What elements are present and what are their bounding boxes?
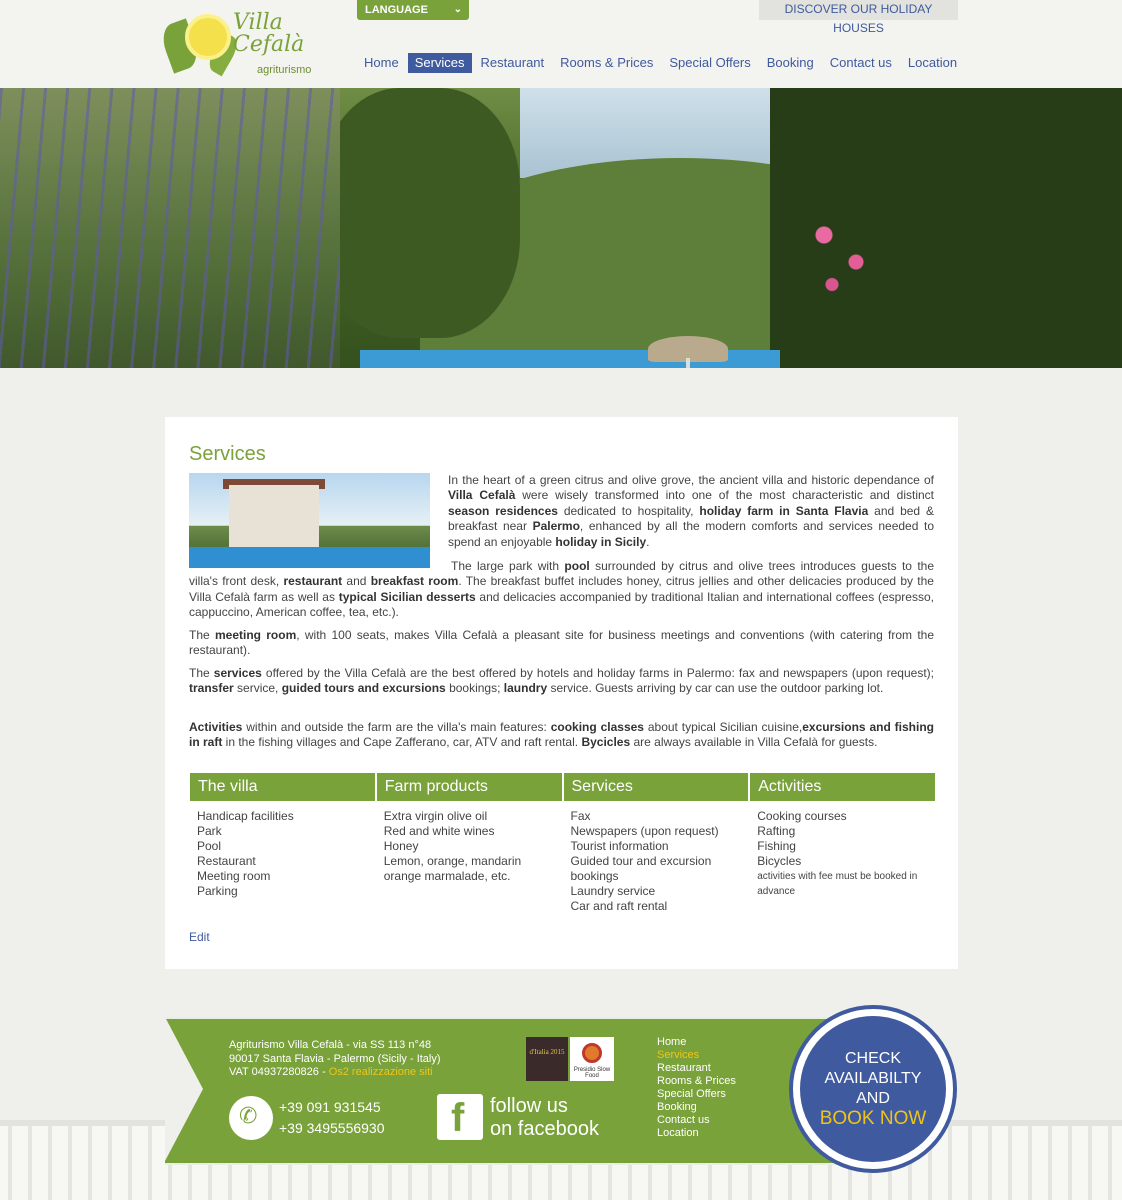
- facebook-icon[interactable]: f: [437, 1094, 483, 1140]
- cta-line: CHECK: [844, 1050, 901, 1067]
- logo-title: Villa Cefalà: [233, 10, 305, 57]
- list-item: Parking: [197, 884, 238, 898]
- language-label: LANGUAGE: [365, 4, 428, 16]
- site-logo[interactable]: [165, 8, 315, 78]
- footer-nav-restaurant[interactable]: Restaurant: [657, 1062, 711, 1074]
- footer-address: [229, 1039, 441, 1080]
- nav-special-offers[interactable]: Special Offers: [669, 55, 751, 70]
- list-item: Extra virgin olive oil: [383, 809, 488, 823]
- footer-nav-booking[interactable]: Booking: [657, 1101, 697, 1113]
- address-line: Agriturismo Villa Cefalà - via SS 113 n°48: [229, 1039, 432, 1051]
- activities-note: activities with fee must be booked in advance: [757, 871, 918, 897]
- column-list: [377, 801, 562, 884]
- list-item: Car and raft rental: [570, 899, 668, 913]
- column-activities: [750, 773, 935, 914]
- column-services: [564, 773, 749, 914]
- hero-lavender: [0, 88, 340, 368]
- cta-book-now: BOOK NOW: [819, 1108, 927, 1129]
- park-paragraph: The large park with pool surrounded by citrus and olive trees introduces guests to the villa's front desk, restaurant and breakfast room. The breakfast buffet includes honey, citrus jellies and other delicacies produced by the Villa Cefalà farm as well as typical Sicilian desserts and delicacies accompanied by traditional Italian and international coffees (espresso, cappuccino, American coffee, tea, etc.).: [189, 559, 934, 620]
- chevron-down-icon: ⌄: [453, 4, 462, 15]
- hero-umbrella-pole: [686, 358, 690, 368]
- column-list: [190, 801, 375, 899]
- list-item: Handicap facilities: [197, 809, 294, 823]
- footer-nav: [657, 1036, 736, 1140]
- nav-contact-us[interactable]: Contact us: [829, 55, 892, 70]
- column-heading: Services: [564, 773, 749, 801]
- phone-number[interactable]: +39 091 931545: [279, 1099, 381, 1115]
- nav-location[interactable]: Location: [907, 55, 958, 70]
- column-list: [750, 801, 935, 899]
- nav-restaurant[interactable]: Restaurant: [480, 55, 545, 70]
- activities-paragraph: Activities within and outside the farm are the villa's main features: cooking classes about typical Sicilian cuisine,excursions and fishing in raft in the fishing villages and Cape Zafferano, car, ATV and raft rental. Bycicles are always available in Villa Cefalà for guests.: [189, 720, 934, 750]
- list-item: Cooking courses: [757, 809, 847, 823]
- footer-nav-rooms-prices[interactable]: Rooms & Prices: [657, 1075, 736, 1087]
- footer-nav-special-offers[interactable]: Special Offers: [657, 1088, 726, 1100]
- edit-link[interactable]: Edit: [189, 930, 210, 944]
- phone-icon: ✆: [229, 1096, 273, 1140]
- lemon-icon: [185, 14, 231, 60]
- list-item: Fax: [570, 809, 591, 823]
- list-item: Pool: [197, 839, 222, 853]
- footer-nav-services[interactable]: Services: [657, 1049, 700, 1061]
- intro-paragraph: In the heart of a green citrus and olive grove, the ancient villa and historic dependance of Villa Cefalà were wisely transformed into one of the most characteristic and distinct season residences dedicated to hospitality, holiday farm in Santa Flavia and bed & breakfast near Palermo, enhanced by all the modern comforts and services needed to spend an enjoyable holiday in Sicily.: [448, 473, 935, 549]
- list-item: Tourist information: [570, 839, 669, 853]
- nav-home[interactable]: Home: [364, 55, 399, 70]
- content-card: [165, 417, 958, 969]
- page-title: Services: [189, 443, 266, 465]
- column-farm-products: [377, 773, 562, 914]
- footer-nav-location[interactable]: Location: [657, 1127, 699, 1139]
- nav-rooms-prices[interactable]: Rooms & Prices: [560, 55, 654, 70]
- list-item: orange marmalade, etc.: [383, 869, 511, 883]
- facebook-line: follow us: [490, 1095, 568, 1117]
- villa-photo: [189, 473, 430, 568]
- services-paragraph: The services offered by the Villa Cefalà are the best offered by hotels and holiday farms in Palermo: fax and newspapers (upon request); transfer service, guided tours and excursions bookings; laundry service. Guests arriving by car can use the outdoor parking lot.: [189, 666, 934, 696]
- book-now-label: [800, 1016, 946, 1162]
- list-item: Red and white wines: [383, 824, 495, 838]
- column-heading: Activities: [750, 773, 935, 801]
- address-line: 90017 Santa Flavia - Palermo (Sicily - Italy): [229, 1052, 441, 1065]
- main-nav: [357, 53, 966, 73]
- nav-booking[interactable]: Booking: [766, 55, 814, 70]
- hero-image: [0, 88, 1122, 368]
- list-item: Honey: [383, 839, 419, 853]
- facebook-line: on facebook: [490, 1118, 599, 1140]
- language-dropdown[interactable]: [357, 0, 469, 20]
- site-header: [0, 0, 1122, 88]
- list-item: Guided tour and excursion: [570, 854, 712, 868]
- cta-line: AND: [856, 1090, 890, 1107]
- services-columns: [190, 773, 935, 914]
- cta-line: AVAILABILTY: [824, 1070, 922, 1087]
- list-item: Rafting: [757, 824, 796, 838]
- list-item: Restaurant: [197, 854, 256, 868]
- footer-phones: [279, 1097, 385, 1139]
- list-item: Fishing: [757, 839, 796, 853]
- facebook-link[interactable]: [490, 1095, 599, 1141]
- nav-services[interactable]: Services: [408, 53, 472, 73]
- snail-icon: [582, 1043, 602, 1063]
- hero-flowers: [800, 208, 880, 298]
- column-list: [564, 801, 749, 914]
- hero-tree: [320, 88, 520, 338]
- column-villa: [190, 773, 375, 914]
- list-item: Newspapers (upon request): [570, 824, 719, 838]
- discover-holiday-houses-button[interactable]: DISCOVER OUR HOLIDAY HOUSES: [759, 0, 958, 20]
- award-badge: d'Italia 2015: [526, 1037, 568, 1081]
- vat-line: [229, 1066, 441, 1080]
- credit-link[interactable]: Os2 realizzazione siti: [328, 1066, 433, 1078]
- book-now-button[interactable]: [789, 1005, 957, 1173]
- column-heading: The villa: [190, 773, 375, 801]
- meeting-paragraph: The meeting room, with 100 seats, makes Villa Cefalà a pleasant site for business meetings and conventions (with catering from the restaurant).: [189, 628, 935, 658]
- phone-number[interactable]: +39 3495556930: [279, 1120, 385, 1136]
- list-item: bookings: [570, 869, 619, 883]
- list-item: Lemon, orange, mandarin: [383, 854, 522, 868]
- vat-number: VAT 04937280826 -: [229, 1066, 329, 1078]
- logo-subtitle: agriturismo: [257, 64, 312, 76]
- footer-nav-contact-us[interactable]: Contact us: [657, 1114, 710, 1126]
- column-heading: Farm products: [377, 773, 562, 801]
- slow-food-label: Presidio Slow Food: [573, 1067, 611, 1079]
- list-item: Meeting room: [197, 869, 271, 883]
- list-item: Laundry service: [570, 884, 656, 898]
- list-item: Bicycles: [757, 854, 802, 868]
- slow-food-badge: [570, 1037, 614, 1081]
- ribbon-notch: [165, 1017, 203, 1161]
- footer-nav-home[interactable]: Home: [657, 1036, 687, 1048]
- list-item: Park: [197, 824, 222, 838]
